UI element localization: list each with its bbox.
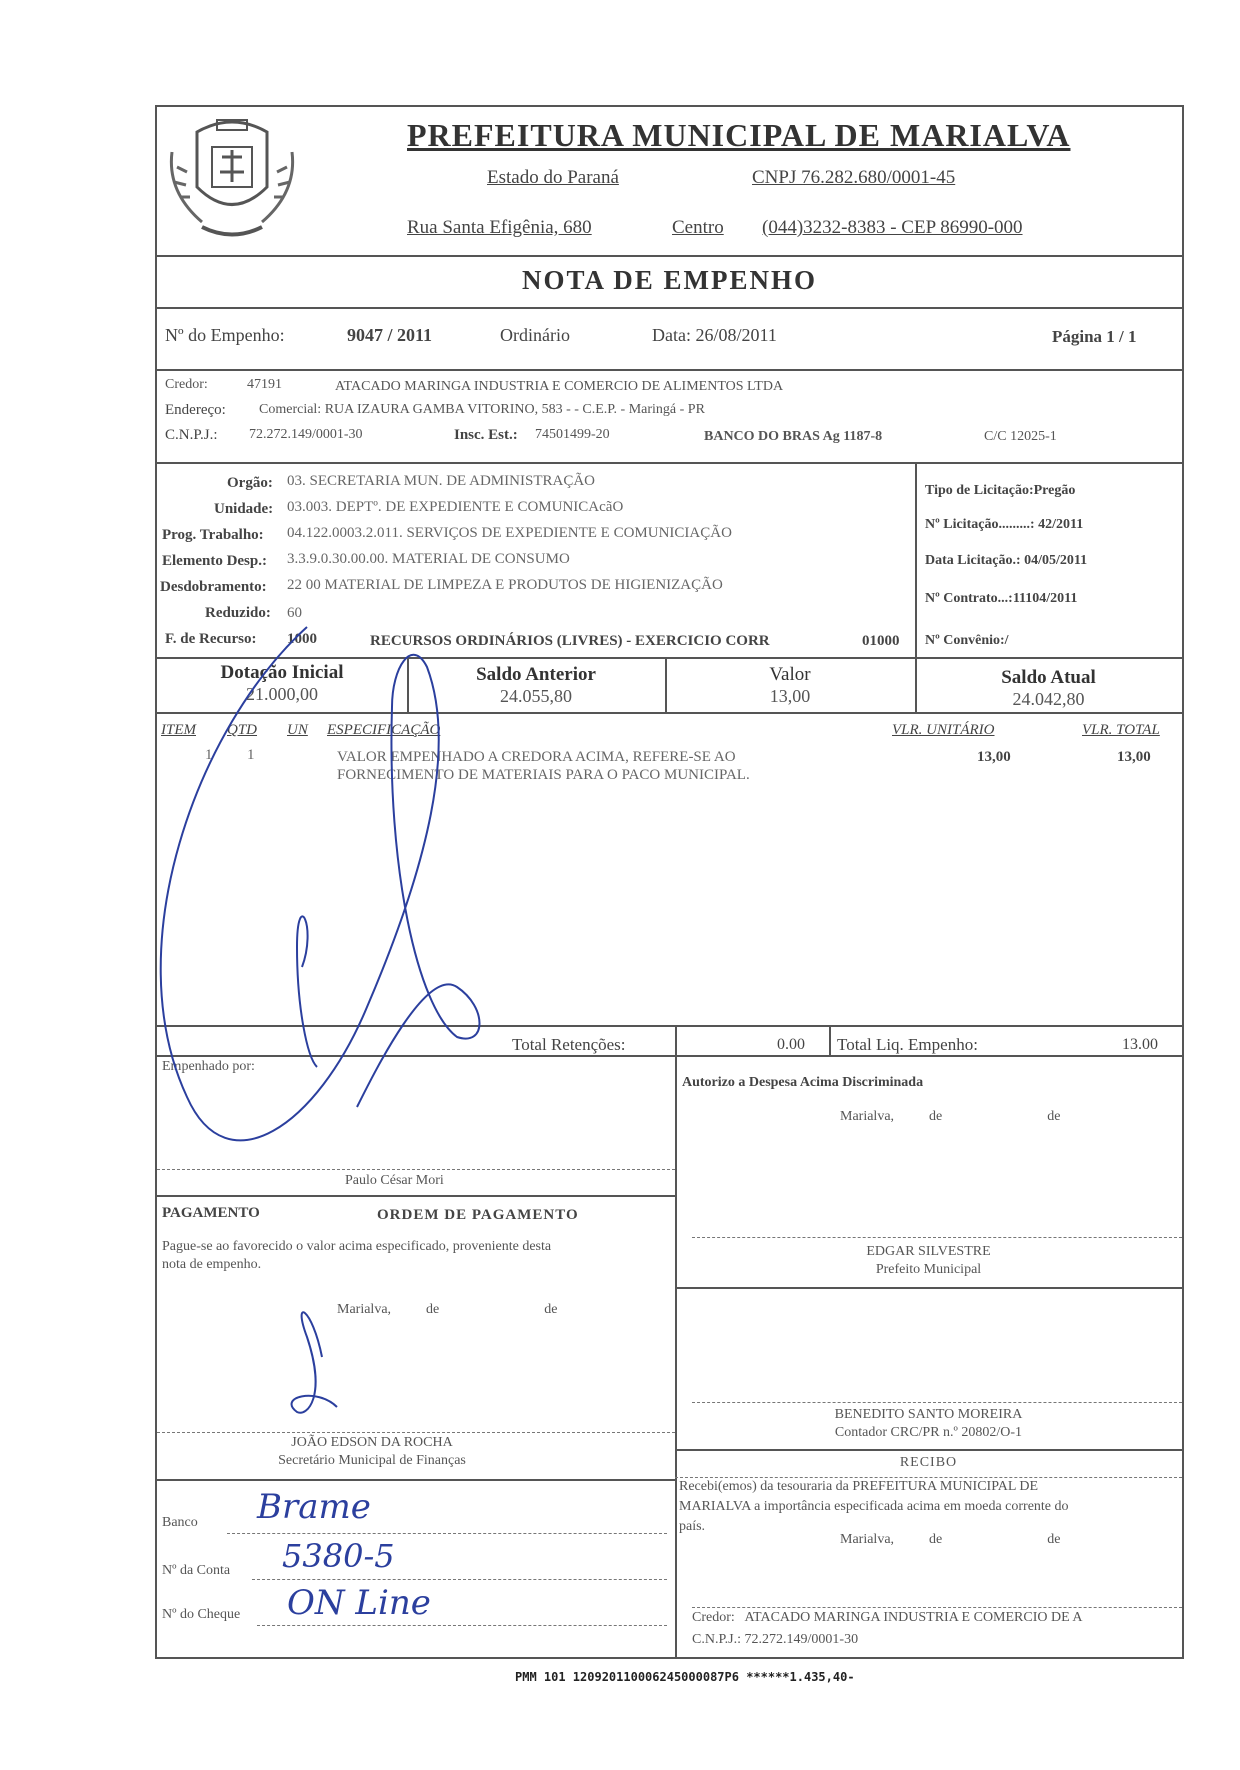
prog-value: 04.122.0003.2.011. SERVIÇOS DE EXPEDIENTE E COMUNICIAÇÃO — [287, 525, 732, 541]
pagamento-place-date: Marialva, de de — [337, 1302, 558, 1317]
credor-cc: C/C 12025-1 — [984, 429, 1057, 444]
liquido-label: Total Liq. Empenho: — [837, 1035, 978, 1054]
banco-line — [227, 1533, 667, 1534]
item-number: 1 — [205, 747, 213, 763]
pagamento-text-line1: Pague-se ao favorecido o valor acima especificado, proveniente desta — [162, 1239, 552, 1254]
balance-label: Valor — [769, 664, 811, 685]
item-total-value: 13,00 — [1117, 749, 1151, 765]
recibo-place-date: Marialva, de de — [840, 1532, 1061, 1547]
col-qtd: QTD — [227, 722, 258, 738]
header-title: PREFEITURA MUNICIPAL DE MARIALVA — [407, 117, 1071, 153]
balance-label: Dotação Inicial — [220, 662, 344, 683]
licitacao-tipo: Tipo de Licitação:Pregão — [925, 483, 1076, 498]
credor-label: Credor: — [165, 377, 208, 392]
pagamento-role: Secretário Municipal de Finanças — [278, 1453, 466, 1468]
divider — [675, 1449, 1182, 1451]
recibo-credor: Credor: ATACADO MARINGA INDUSTRIA E COMERCIO DE A — [692, 1610, 1083, 1625]
footer-code: PMM 101 120920110006245000087P6 ******1.435,40- — [515, 1670, 855, 1684]
balance-value: 24.055,80 — [500, 686, 572, 706]
licitacao-data: Data Licitação.: 04/05/2011 — [925, 553, 1088, 568]
page-number: Página 1 / 1 — [1052, 327, 1137, 346]
orgao-label: Orgão: — [227, 475, 273, 491]
recurso-code: 1000 — [287, 631, 317, 647]
contador-name: BENEDITO SANTO MOREIRA — [834, 1407, 1023, 1422]
divider — [675, 1025, 677, 1055]
autorizo-place-date: Marialva, de de — [840, 1109, 1061, 1124]
licitacao-numero: Nº Licitação.........: 42/2011 — [925, 517, 1084, 532]
divider — [675, 1477, 1182, 1478]
desdobramento-label: Desdobramento: — [160, 579, 267, 595]
desdobramento-value: 22 00 MATERIAL DE LIMPEZA E PRODUTOS DE HIGIENIZAÇÃO — [287, 577, 723, 593]
signature-line — [692, 1402, 1182, 1403]
reduzido-label: Reduzido: — [205, 605, 271, 621]
divider — [157, 369, 1182, 371]
licitacao-contrato: Nº Contrato...:11104/2011 — [925, 591, 1078, 606]
divider — [157, 462, 1182, 464]
header-state: Estado do Paraná — [487, 167, 619, 188]
cnpj-label: C.N.P.J.: — [165, 427, 218, 443]
licitacao-convenio: Nº Convênio:/ — [925, 633, 1009, 648]
recibo-text-line1: Recebi(emos) da tesouraria da PREFEITURA MUNICIPAL DE — [679, 1479, 1039, 1494]
header-phone-cep: (044)3232-8383 - CEP 86990-000 — [762, 217, 1023, 238]
contador-role: Contador CRC/PR n.º 20802/O-1 — [834, 1425, 1023, 1440]
orgao-value: 03. SECRETARIA MUN. DE ADMINISTRAÇÃO — [287, 473, 595, 489]
divider — [675, 1055, 677, 1657]
balance-saldo-atual — [915, 667, 1182, 710]
divider — [157, 657, 1182, 659]
reduzido-value: 60 — [287, 605, 302, 621]
pagamento-title: ORDEM DE PAGAMENTO — [377, 1207, 579, 1223]
conta-handwritten: 5380-5 — [282, 1537, 395, 1575]
recurso-value: RECURSOS ORDINÁRIOS (LIVRES) - EXERCICIO CORR — [370, 633, 770, 649]
credor-address: Comercial: RUA IZAURA GAMBA VITORINO, 583 - - C.E.P. - Maringá - PR — [259, 402, 705, 417]
item-qtd: 1 — [247, 747, 255, 763]
item-spec-line1: VALOR EMPENHADO A CREDORA ACIMA, REFERE-SE AO — [337, 749, 736, 765]
divider — [829, 1025, 831, 1055]
unidade-label: Unidade: — [214, 501, 274, 517]
coat-of-arms-icon — [162, 112, 302, 247]
credor-cnpj: 72.272.149/0001-30 — [249, 427, 363, 442]
header-street: Rua Santa Efigênia, 680 — [407, 217, 592, 238]
balance-label: Saldo Atual — [1001, 667, 1096, 688]
recibo-text-line2: MARIALVA a importância especificada acima em moeda corrente do — [679, 1499, 1069, 1514]
conta-line — [252, 1579, 667, 1580]
balance-saldo-anterior — [407, 664, 665, 707]
autorizo-title: Autorizo a Despesa Acima Discriminada — [682, 1075, 924, 1090]
recibo-cnpj: C.N.P.J.: 72.272.149/0001-30 — [692, 1632, 859, 1647]
divider — [157, 1055, 1182, 1057]
pagamento-name: JOÃO EDSON DA ROCHA — [291, 1435, 453, 1450]
recibo-title: RECIBO — [899, 1455, 958, 1470]
empenho-date: Data: 26/08/2011 — [652, 325, 777, 345]
doc-title: NOTA DE EMPENHO — [521, 265, 818, 295]
col-unit-value: VLR. UNITÁRIO — [892, 722, 995, 738]
balance-value: 21.000,00 — [246, 684, 318, 704]
divider — [915, 462, 917, 662]
cheque-handwritten: ON Line — [287, 1583, 431, 1623]
divider — [157, 1479, 675, 1481]
unidade-value: 03.003. DEPTº. DE EXPEDIENTE E COMUNICAcãO — [287, 499, 624, 515]
address-label: Endereço: — [165, 402, 226, 418]
col-spec: ESPECIFICAÇÃO — [327, 722, 441, 738]
insc-label: Insc. Est.: — [454, 427, 518, 443]
cheque-line — [257, 1625, 667, 1626]
conta-label: Nº da Conta — [162, 1563, 231, 1578]
empenhado-name: Paulo César Mori — [345, 1173, 444, 1188]
credor-code: 47191 — [247, 377, 282, 392]
elemento-value: 3.3.9.0.30.00.00. MATERIAL DE CONSUMO — [287, 551, 570, 567]
empenho-number: 9047 / 2011 — [347, 325, 433, 345]
header-district: Centro — [672, 217, 724, 238]
credor-insc: 74501499-20 — [535, 427, 610, 442]
col-item: ITEM — [161, 722, 196, 738]
signature-line — [157, 1432, 675, 1433]
empenho-label: Nº do Empenho: — [165, 325, 285, 345]
pagamento-label: PAGAMENTO — [162, 1205, 260, 1221]
recurso-num: 01000 — [862, 633, 900, 649]
divider — [157, 712, 1182, 714]
cheque-label: Nº do Cheque — [162, 1607, 241, 1622]
autorizo-role: Prefeito Municipal — [875, 1262, 982, 1277]
signature-line — [692, 1607, 1182, 1608]
signature-line — [157, 1169, 675, 1170]
balance-value: 13,00 — [769, 686, 811, 706]
banco-label: Banco — [162, 1515, 198, 1530]
col-un: UN — [287, 722, 308, 738]
pagamento-text-line2: nota de empenho. — [162, 1257, 262, 1272]
prog-label: Prog. Trabalho: — [162, 527, 264, 543]
balance-dotacao — [157, 662, 407, 705]
balance-valor — [665, 664, 915, 707]
divider — [157, 1195, 675, 1197]
recurso-label: F. de Recurso: — [165, 631, 257, 647]
retencoes-value: 0.00 — [777, 1036, 805, 1053]
item-spec-line2: FORNECIMENTO DE MATERIAIS PARA O PACO MUNICIPAL. — [337, 767, 750, 783]
elemento-label: Elemento Desp.: — [162, 553, 267, 569]
header-cnpj: CNPJ 76.282.680/0001-45 — [752, 167, 956, 188]
recibo-text-line3: país. — [679, 1519, 706, 1534]
balance-value: 24.042,80 — [1012, 689, 1085, 709]
divider — [157, 255, 1182, 257]
divider — [157, 1025, 1182, 1027]
divider — [675, 1287, 1182, 1289]
credor-name: ATACADO MARINGA INDUSTRIA E COMERCIO DE ALIMENTOS LTDA — [335, 379, 784, 394]
liquido-value: 13.00 — [1122, 1036, 1158, 1053]
banco-handwritten: Brame — [257, 1487, 371, 1527]
credor-bank: BANCO DO BRAS Ag 1187-8 — [704, 429, 883, 444]
nota-de-empenho — [155, 105, 1184, 1659]
col-total-value: VLR. TOTAL — [1082, 722, 1160, 738]
balance-label: Saldo Anterior — [476, 664, 596, 685]
item-unit-value: 13,00 — [977, 749, 1011, 765]
signature-line — [692, 1237, 1182, 1238]
empenhado-label: Empenhado por: — [162, 1059, 255, 1074]
divider — [157, 307, 1182, 309]
retencoes-label: Total Retenções: — [512, 1035, 626, 1054]
empenho-type: Ordinário — [500, 325, 570, 345]
autorizo-name: EDGAR SILVESTRE — [866, 1244, 991, 1259]
